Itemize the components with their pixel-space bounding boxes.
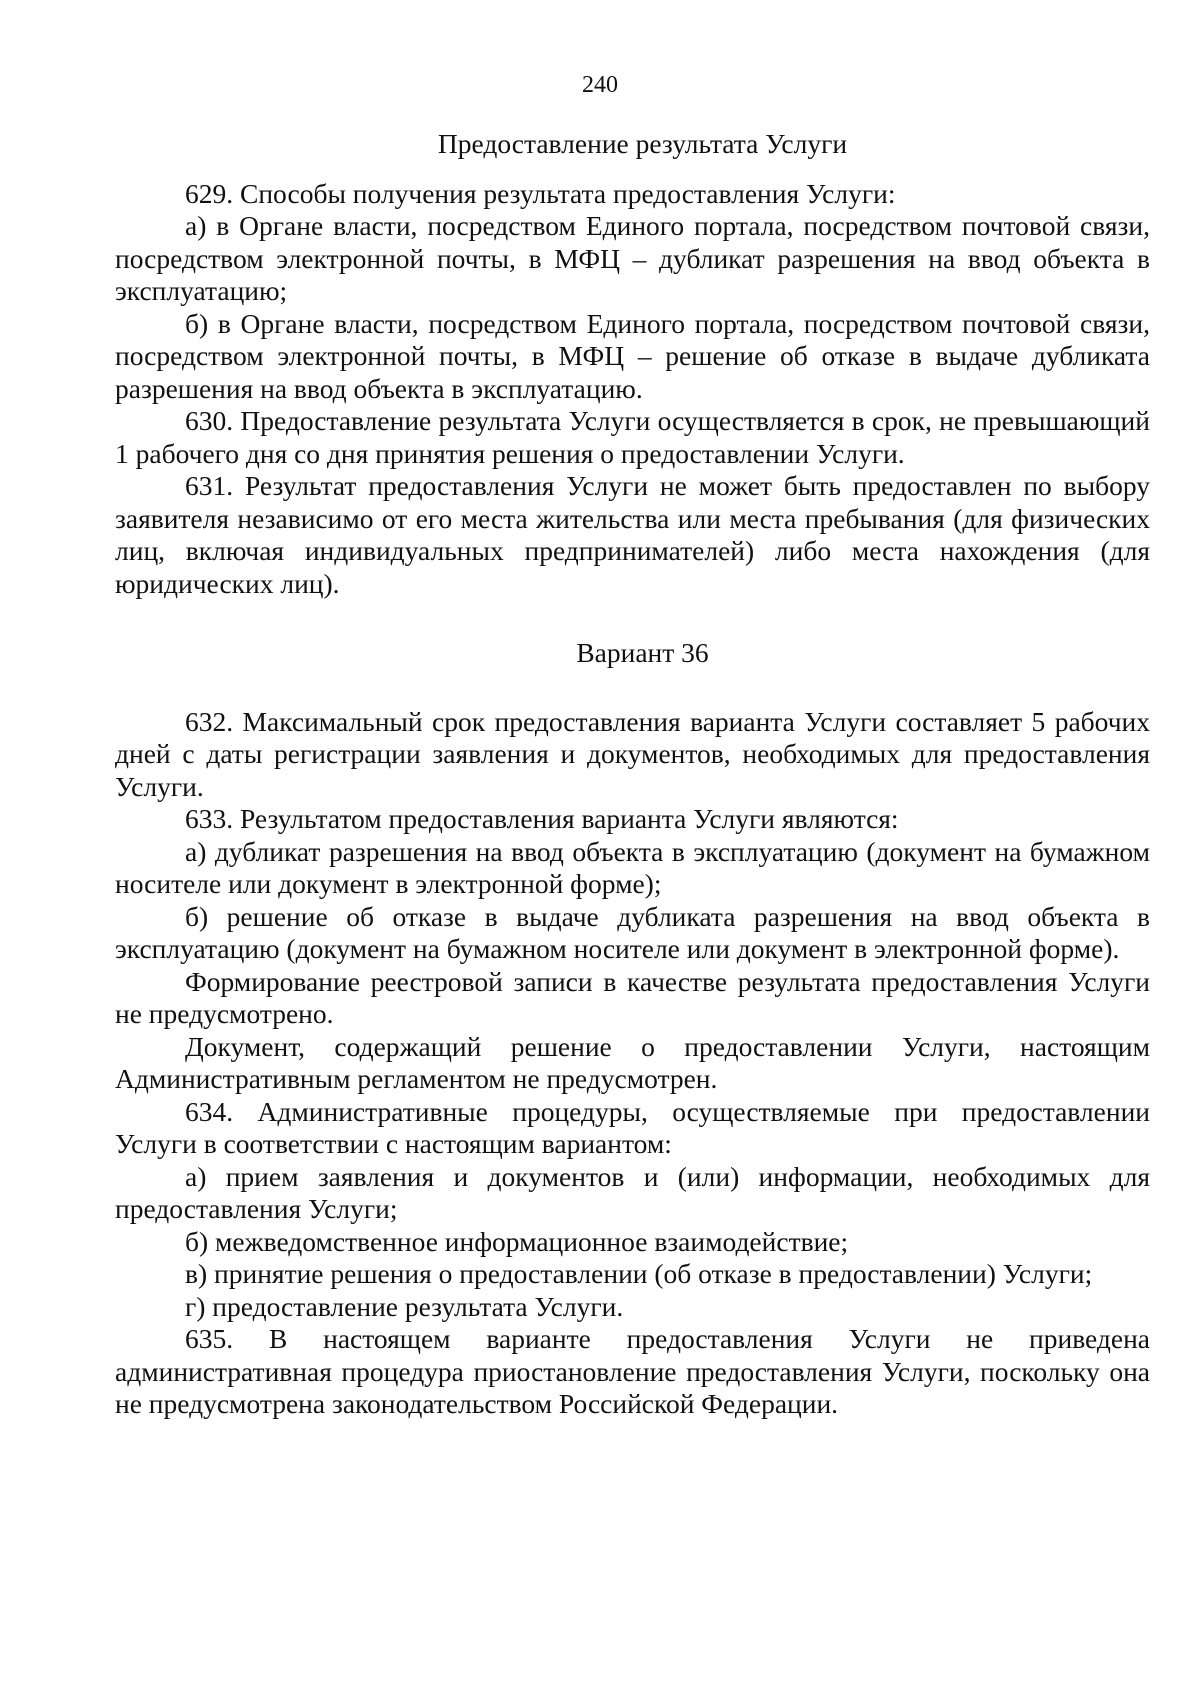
paragraph-629-b: б) в Органе власти, посредством Единого портала, посредством почтовой связи, посредством электронной почты, в МФЦ – решение об отказе в выдаче дубликата разрешения на ввод объекта в эксплуатацию. bbox=[115, 307, 1150, 404]
paragraph-634-g: г) предоставление результата Услуги. bbox=[185, 1290, 624, 1322]
paragraph-633: 633. Результатом предоставления варианта Услуги являются: bbox=[185, 803, 899, 834]
paragraph-registry-note: Формирование реестровой записи в качестве результата предоставления Услуги не предусмотрено. bbox=[115, 965, 1150, 1029]
section-heading-variant-36: Вариант 36 bbox=[576, 637, 709, 668]
paragraph-635: 635. В настоящем варианте предоставления Услуги не приведена административная процедура приостановление предоставления Услуги, поскольку она не предусмотрена законодательством Российской Федерации. bbox=[115, 1323, 1150, 1419]
paragraph-630: 630. Предоставление результата Услуги осуществляется в срок, не превышающий 1 рабочего дня со дня принятия решения о предоставлении Услуги. bbox=[115, 405, 1150, 469]
paragraph-633-b: б) решение об отказе в выдаче дубликата разрешения на ввод объекта в эксплуатацию (документ на бумажном носителе или документ в электронной форме). bbox=[115, 900, 1150, 964]
paragraph-634-a: а) прием заявления и документов и (или) информации, необходимых для предоставления Услуги; bbox=[115, 1160, 1150, 1224]
paragraph-633-a: а) дубликат разрешения на ввод объекта в эксплуатацию (документ на бумажном носителе или документ в электронной форме); bbox=[115, 835, 1150, 899]
page-number: 240 bbox=[582, 72, 618, 98]
paragraph-629: 629. Способы получения результата предоставления Услуги: bbox=[185, 177, 896, 209]
paragraph-632: 632. Максимальный срок предоставления варианта Услуги составляет 5 рабочих дней с даты регистрации заявления и документов, необходимых для предоставления Услуги. bbox=[115, 705, 1150, 802]
paragraph-document-note: Документ, содержащий решение о предоставлении Услуги, настоящим Административным регламентом не предусмотрен. bbox=[115, 1030, 1150, 1094]
paragraph-634-b: б) межведомственное информационное взаимодействие; bbox=[185, 1225, 849, 1257]
paragraph-629-a: а) в Органе власти, посредством Единого портала, посредством почтовой связи, посредством электронной почты, в МФЦ – дубликат разрешения на ввод объекта в эксплуатацию; bbox=[115, 210, 1150, 306]
section-heading-result: Предоставление результата Услуги bbox=[437, 128, 848, 159]
paragraph-631: 631. Результат предоставления Услуги не может быть предоставлен по выбору заявителя независимо от его места жительства или места пребывания (для физических лиц, включая индивидуальных предпринимателей) либо места нахождения (для юридических лиц). bbox=[115, 470, 1150, 599]
paragraph-634-v: в) принятие решения о предоставлении (об отказе в предоставлении) Услуги; bbox=[185, 1258, 1093, 1289]
document-body bbox=[115, 128, 1150, 1421]
paragraph-634: 634. Административные процедуры, осуществляемые при предоставлении Услуги в соответствии с настоящим вариантом: bbox=[115, 1095, 1150, 1159]
